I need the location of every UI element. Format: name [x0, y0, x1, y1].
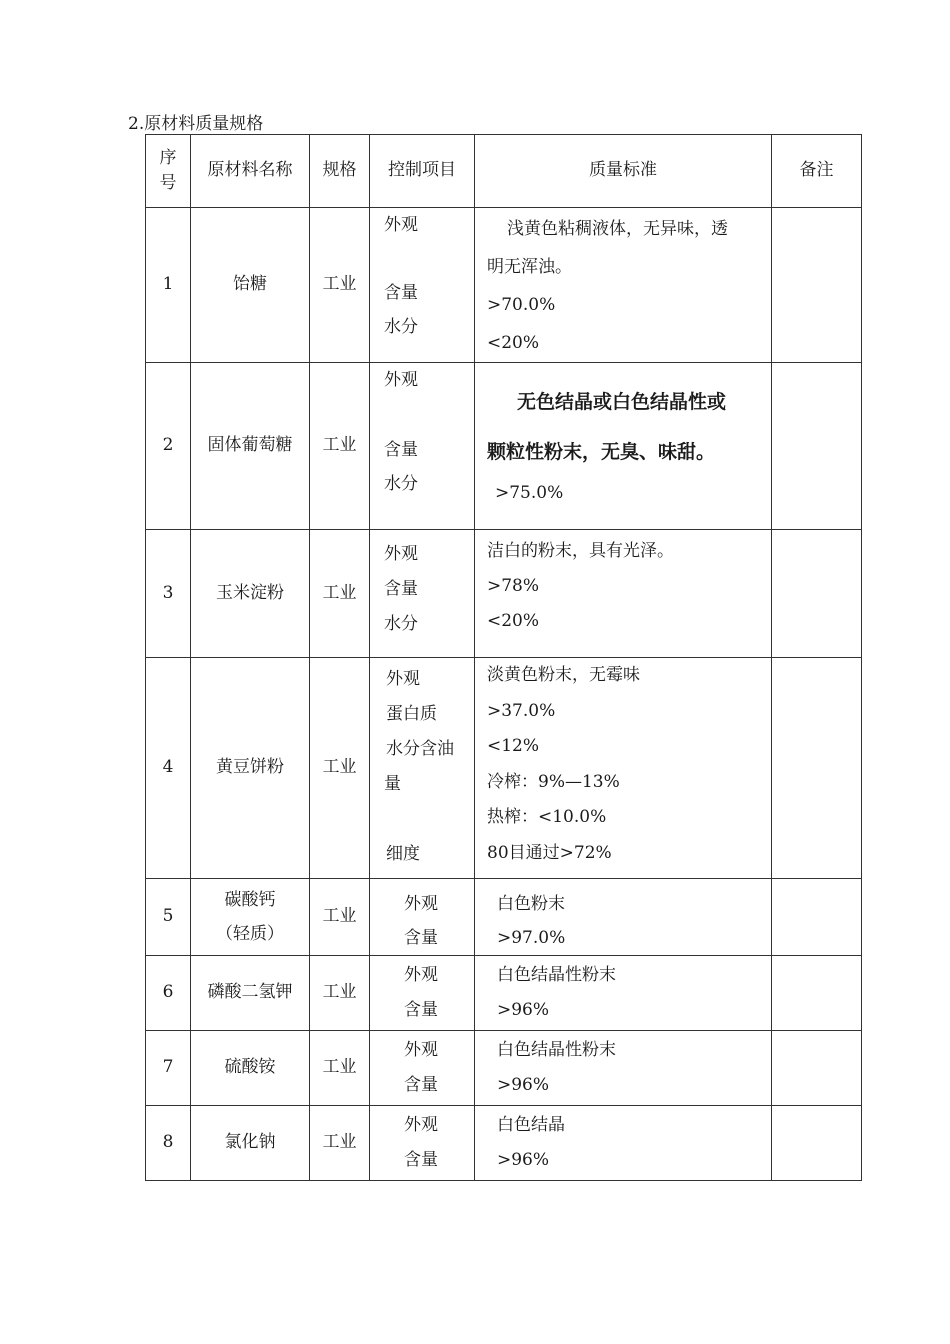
row-remark	[772, 879, 862, 956]
row-name: 氯化钠	[191, 1106, 310, 1181]
row-no: 4	[146, 658, 191, 879]
table-row	[146, 1106, 862, 1181]
row-control: 外观 含量	[370, 1106, 475, 1181]
table-row	[146, 530, 862, 658]
row-control: 外观 含量 水分	[370, 208, 475, 363]
row-spec: 工业	[310, 879, 370, 956]
header-name: 原材料名称	[191, 135, 310, 208]
row-spec: 工业	[310, 956, 370, 1031]
row-standard: 白色粉末 >97.0%	[475, 879, 772, 956]
row-standard: 白色结晶性粉末 >96%	[475, 956, 772, 1031]
table-row	[146, 879, 862, 956]
section-heading: 2.原材料质量规格	[128, 114, 264, 134]
row-control: 外观 含量 水分	[370, 363, 475, 530]
table-row	[146, 956, 862, 1031]
row-remark	[772, 208, 862, 363]
row-name: 玉米淀粉	[191, 530, 310, 658]
row-standard: 白色结晶性粉末 >96%	[475, 1031, 772, 1106]
row-no: 1	[146, 208, 191, 363]
row-control: 外观 含量	[370, 1031, 475, 1106]
row-no: 6	[146, 956, 191, 1031]
table-row	[146, 208, 862, 363]
row-spec: 工业	[310, 208, 370, 363]
row-spec: 工业	[310, 363, 370, 530]
row-remark	[772, 363, 862, 530]
header-standard: 质量标准	[475, 135, 772, 208]
row-remark	[772, 956, 862, 1031]
row-standard: 无色结晶或白色结晶性或 颗粒性粉末，无臭、味甜。 >75.0%	[475, 363, 772, 530]
row-standard: 洁白的粉末，具有光泽。 >78% <20%	[475, 530, 772, 658]
header-spec: 规格	[310, 135, 370, 208]
row-no: 2	[146, 363, 191, 530]
row-standard: 浅黄色粘稠液体，无异味，透 明无浑浊。 >70.0% <20%	[475, 208, 772, 363]
row-spec: 工业	[310, 658, 370, 879]
row-no: 7	[146, 1031, 191, 1106]
row-spec: 工业	[310, 530, 370, 658]
table-row	[146, 1031, 862, 1106]
table-header-row	[146, 135, 862, 208]
row-remark	[772, 1106, 862, 1181]
row-spec: 工业	[310, 1031, 370, 1106]
table-row	[146, 363, 862, 530]
row-control: 外观 含量 水分	[370, 530, 475, 658]
header-remark: 备注	[772, 135, 862, 208]
row-remark	[772, 1031, 862, 1106]
material-spec-table	[145, 134, 862, 1181]
header-no: 序号	[146, 135, 191, 208]
row-standard: 淡黄色粉末，无霉味 >37.0% <12% 冷榨：9%—13% 热榨：<10.0% 80目通过>72%	[475, 658, 772, 879]
row-name: 磷酸二氢钾	[191, 956, 310, 1031]
row-standard: 白色结晶 >96%	[475, 1106, 772, 1181]
row-control: 外观 蛋白质 水分含油 量 细度	[370, 658, 475, 879]
row-name: 饴糖	[191, 208, 310, 363]
row-name: 硫酸铵	[191, 1031, 310, 1106]
table-row	[146, 658, 862, 879]
row-spec: 工业	[310, 1106, 370, 1181]
row-no: 5	[146, 879, 191, 956]
row-name: 碳酸钙 （轻质）	[191, 879, 310, 956]
row-no: 3	[146, 530, 191, 658]
row-remark	[772, 658, 862, 879]
row-name: 固体葡萄糖	[191, 363, 310, 530]
row-control: 外观 含量	[370, 956, 475, 1031]
row-no: 8	[146, 1106, 191, 1181]
row-name: 黄豆饼粉	[191, 658, 310, 879]
row-remark	[772, 530, 862, 658]
row-control: 外观 含量	[370, 879, 475, 956]
header-control: 控制项目	[370, 135, 475, 208]
